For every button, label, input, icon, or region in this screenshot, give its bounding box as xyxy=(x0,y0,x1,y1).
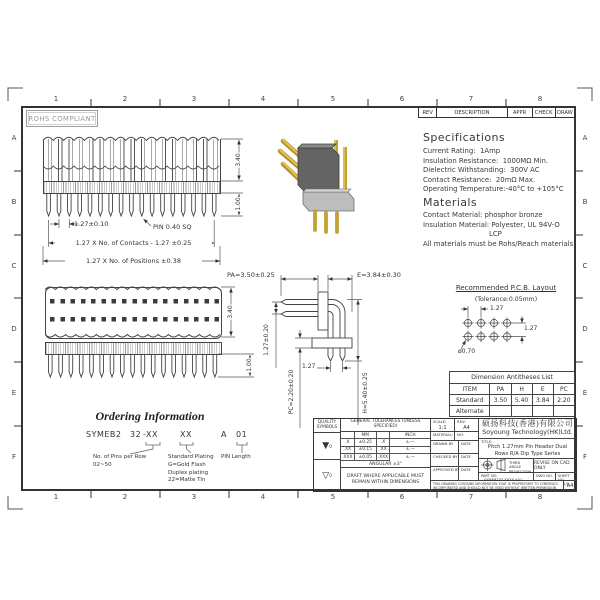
legend-pins-per-row: No. of Pins per Row xyxy=(93,454,147,460)
dim-front-insulator-height: 3.40 xyxy=(227,305,234,319)
grid-row-label: D xyxy=(582,325,588,333)
ordering-length: 01 xyxy=(236,430,248,439)
drawn-date-cell xyxy=(459,441,479,454)
dim-pin-size: PIN 0.40 SQ xyxy=(153,222,192,231)
approved-date-cell xyxy=(459,467,479,481)
draw-header: DRAW xyxy=(556,109,573,116)
revision-strip xyxy=(418,107,575,118)
tolerances-label: GENERAL TOLERANCES (UNLESS SPECIFIED) xyxy=(350,419,421,429)
dim-insulator-height: 3.40 xyxy=(235,153,242,167)
dim-h: H=5.40±0.25 xyxy=(362,372,369,414)
title-block xyxy=(313,418,577,492)
materials-title: Materials xyxy=(423,196,478,209)
grid-col-label: 7 xyxy=(468,95,474,103)
tolerances-table xyxy=(341,432,431,461)
third-angle-label: THIRD ANGLE PROJECTION xyxy=(509,461,532,474)
antitheses-title: Dimension Antitheses List xyxy=(471,374,553,381)
date-label: DATE xyxy=(461,441,471,446)
checked-date-cell xyxy=(459,454,479,467)
disclaimer-text: THIS DRAWING CONTAINS INFORMATION THAT IS PROPRIETARY TO CYBERNICS INCORPORATED AND SHOULD NOT BE USED WITHOUT WRITTEN PERMISSION xyxy=(433,482,558,491)
tolerance-row: .XX ±0.15 .XX ±.— xyxy=(341,447,430,454)
ordering-title: Ordering Information xyxy=(95,409,205,423)
rohs-compliant-badge: ROHS COMPLIANT xyxy=(26,110,98,127)
material-label: MATERIAL: xyxy=(433,432,454,437)
dim-pitch: 1.27±0.10 xyxy=(74,219,109,228)
dimension-antitheses-table xyxy=(449,371,575,417)
header-front-view-body xyxy=(45,287,222,339)
pcb-hole-dia: ø0.70 xyxy=(458,348,476,355)
drawing-title-line1: Pitch 1.27mm Pin Header Dual xyxy=(487,444,568,450)
grid-col-label: 7 xyxy=(468,493,474,501)
cell-h xyxy=(511,406,532,416)
appr-header: APPR xyxy=(508,108,533,117)
header-top-view-insulator xyxy=(43,139,221,182)
rev-cell xyxy=(455,419,479,432)
grid-col-label: 3 xyxy=(191,95,197,103)
spec-insulation-resistance: Insulation Resistance: 1000MΩ Min. xyxy=(423,156,549,165)
scale-label: SCALE: xyxy=(433,419,447,424)
quality-symbols-header xyxy=(314,419,341,433)
grid-col-label: 8 xyxy=(537,493,543,501)
ordering-braces xyxy=(130,442,247,454)
material-contact: Contact Material: phosphor bronze xyxy=(423,211,543,219)
title-label: TITLE: xyxy=(481,439,493,444)
col-h: H xyxy=(511,384,532,394)
ordering-series: SYMEB2 xyxy=(86,430,122,439)
ordering-pins: -XX xyxy=(143,430,158,439)
pcb-pitch-x: 1.27 xyxy=(490,305,504,312)
rev-value: A4 xyxy=(463,424,470,431)
grid-row-label: B xyxy=(582,198,588,206)
grid-col-label: 1 xyxy=(53,493,59,501)
spec-current-rating: Current Rating: 1Amp xyxy=(423,147,501,155)
approved-by-label: APPROVED BY xyxy=(433,467,460,472)
cell-item: Standard xyxy=(456,396,484,404)
cell-pc xyxy=(553,406,574,416)
dim-front-pin-length: 1.00 xyxy=(246,358,253,372)
date-label: DATE xyxy=(461,467,471,472)
company-name-en: Soyoung Technology(HK)Ltd. xyxy=(482,428,573,436)
grid-row-label: E xyxy=(11,389,17,397)
cell-h: 5.40 xyxy=(511,395,532,405)
view-side-linework xyxy=(281,292,352,361)
grid-row-label: A xyxy=(582,134,588,142)
legend-plating-gold: G=Gold Flash xyxy=(168,462,206,468)
tolerance-row: .XXX ±0.05 .XXX ±.— xyxy=(342,454,415,461)
grid-col-label: 5 xyxy=(330,95,336,103)
render-3d xyxy=(280,140,354,232)
grid-row-label: B xyxy=(11,198,17,206)
inch-header: INCH xyxy=(390,432,430,439)
legend-pins-range: 02~50 xyxy=(93,462,112,468)
symbol-subscript: 0 xyxy=(329,473,332,478)
quality-symbols-label: QUALITY SYMBOLS xyxy=(316,419,338,430)
company-name-cn: 硕扬科技(香港)有限公司 xyxy=(481,419,574,428)
table-row xyxy=(450,394,574,405)
dim-side-pitch: 1.27 xyxy=(302,363,316,370)
dim-positions: 1.27 X No. of Positions ±0.38 xyxy=(65,258,202,265)
symbol-subscript: 0 xyxy=(329,443,332,449)
pcb-holes xyxy=(462,317,512,342)
dwg-no-label: DWG NO. xyxy=(536,473,553,478)
dim-row-pitch: 1.27±0.20 xyxy=(263,324,270,356)
grid-col-label: 6 xyxy=(399,493,405,501)
grid-col-label: 2 xyxy=(122,493,128,501)
grid-row-label: C xyxy=(11,262,17,270)
draft-note xyxy=(341,468,431,491)
tolerance-row: .X ±0.25 .X ±.— xyxy=(341,439,430,446)
dwg-no-cell xyxy=(534,473,556,481)
quality-symbol-2 xyxy=(314,460,341,491)
checked-by-label: CHECKED BY xyxy=(433,454,458,459)
material-lcp: LCP xyxy=(489,230,502,239)
disclaimer-cell xyxy=(431,481,564,491)
specifications-title: Specifications xyxy=(423,131,505,144)
grid-row-label: E xyxy=(582,389,588,397)
sheet-no-value: 1/1 xyxy=(563,481,569,486)
grid-col-label: 5 xyxy=(330,493,336,501)
grid-row-label: A xyxy=(11,134,17,142)
grid-col-label: 8 xyxy=(537,95,543,103)
materials-block xyxy=(423,196,573,249)
materials-note: All materials must be Rohs/Reach materials xyxy=(423,239,574,248)
projection-cell xyxy=(479,459,534,473)
open-triangle-icon: ▽ xyxy=(322,470,330,481)
description-header: DESCRIPTION xyxy=(437,108,507,117)
approved-by-cell xyxy=(431,467,459,481)
cell-pc: 2.20 xyxy=(553,395,574,405)
part-no-value: SYMEB232-XXXX-A01 xyxy=(484,477,523,482)
grid-col-label: 6 xyxy=(399,95,405,103)
part-no-label: PART NO. xyxy=(481,473,498,478)
quality-symbol-1 xyxy=(314,433,341,460)
grid-col-label: 4 xyxy=(260,95,266,103)
grid-row-label: D xyxy=(11,325,17,333)
grid-col-label: 3 xyxy=(191,493,197,501)
cell-e xyxy=(532,406,553,416)
spec-operating-temp: Operating Temperature:-40°C to +105°C xyxy=(423,185,564,194)
grid-col-label: 1 xyxy=(53,95,59,103)
scale-cell xyxy=(431,419,455,432)
pcb-layout-title: Recommended P.C.B. Layout xyxy=(455,284,557,292)
grid-row-label: F xyxy=(11,453,17,461)
scale-value: 1:1 xyxy=(438,424,447,431)
material-cell xyxy=(431,432,455,441)
col-pc: PC xyxy=(553,384,574,394)
checked-by-cell xyxy=(431,454,459,467)
mm-header: MM xyxy=(355,432,377,439)
drawing-title-cell xyxy=(479,439,576,459)
ordering-size: 32 xyxy=(130,430,142,439)
material-insulation: Insulation Material: Polyester, UL 94V-O xyxy=(423,220,560,229)
grid-row-label: F xyxy=(582,453,588,461)
dim-pa: PA=3.50±0.25 xyxy=(227,271,275,279)
pcb-tolerance: (Tolerance:0.05mm) xyxy=(474,296,538,303)
check-header: CHECK xyxy=(533,108,556,117)
drawn-by-label: DRAWN BY xyxy=(433,441,454,446)
rev-label: REV: xyxy=(457,419,466,424)
header-front-view-band xyxy=(45,342,222,355)
spec-dielectric: Dielectric Withstanding: 300V AC xyxy=(423,166,540,175)
rev-header: REV xyxy=(419,108,437,117)
no-label: NO: xyxy=(457,432,465,437)
table-row xyxy=(450,405,574,416)
col-e: E xyxy=(532,384,553,394)
grid-row-label: C xyxy=(582,262,588,270)
col-item: ITEM xyxy=(462,385,477,393)
angular-tolerance: ANGULAR ±3° xyxy=(341,461,431,468)
dim-pc: PC=2.20±0.20 xyxy=(288,369,295,415)
drawn-by-cell xyxy=(431,441,459,454)
ordering-style: A xyxy=(221,430,227,439)
dim-pin-length: 1.00 xyxy=(235,197,242,211)
date-label: DATE xyxy=(461,454,471,459)
no-cell xyxy=(455,432,479,441)
cell-pa: 3.50 xyxy=(489,395,510,405)
ordering-plating: XX xyxy=(180,430,192,439)
grid-col-label: 4 xyxy=(260,493,266,501)
specifications-block xyxy=(423,131,564,195)
legend-plating-tin: 22=Matte Tin xyxy=(168,477,206,483)
dim-contacts: 1.27 X No. of Contacts - 1.27 ±0.25 xyxy=(55,240,212,247)
cell-e: 3.84 xyxy=(532,395,553,405)
revise-cell: REVISE ON CAD ONLY xyxy=(534,459,576,473)
cell-pa xyxy=(489,406,510,416)
drawing-title-line2: Rows R/A Dip Type Series xyxy=(494,450,561,457)
sheet-size-cell: A4 xyxy=(566,483,574,489)
legend-pin-length: PIN Length xyxy=(221,454,251,460)
header-top-view-band xyxy=(43,181,221,194)
draft-note-text: DRAFT WHERE APPLICABLE MUST REMAIN WITHIN DIMENSIONS xyxy=(346,474,425,485)
dim-e: E=3.84±0.30 xyxy=(357,271,401,279)
pcb-pitch-y: 1.27 xyxy=(524,325,538,332)
legend-plating: Standard Plating xyxy=(168,454,214,460)
grid-col-label: 2 xyxy=(122,95,128,103)
col-pa: PA xyxy=(489,384,510,394)
company-cell xyxy=(479,419,576,439)
part-no-cell xyxy=(479,473,534,481)
spec-contact-resistance: Contact Resistance: 20mΩ Max. xyxy=(423,175,536,184)
legend-plating-duplex: Duplex plating xyxy=(168,469,209,476)
tolerances-header xyxy=(341,419,431,432)
cell-item: Alternate xyxy=(455,407,484,415)
filled-triangle-icon: ▼ xyxy=(322,441,330,451)
sheet-no-label: SHEET NO. xyxy=(558,473,570,482)
